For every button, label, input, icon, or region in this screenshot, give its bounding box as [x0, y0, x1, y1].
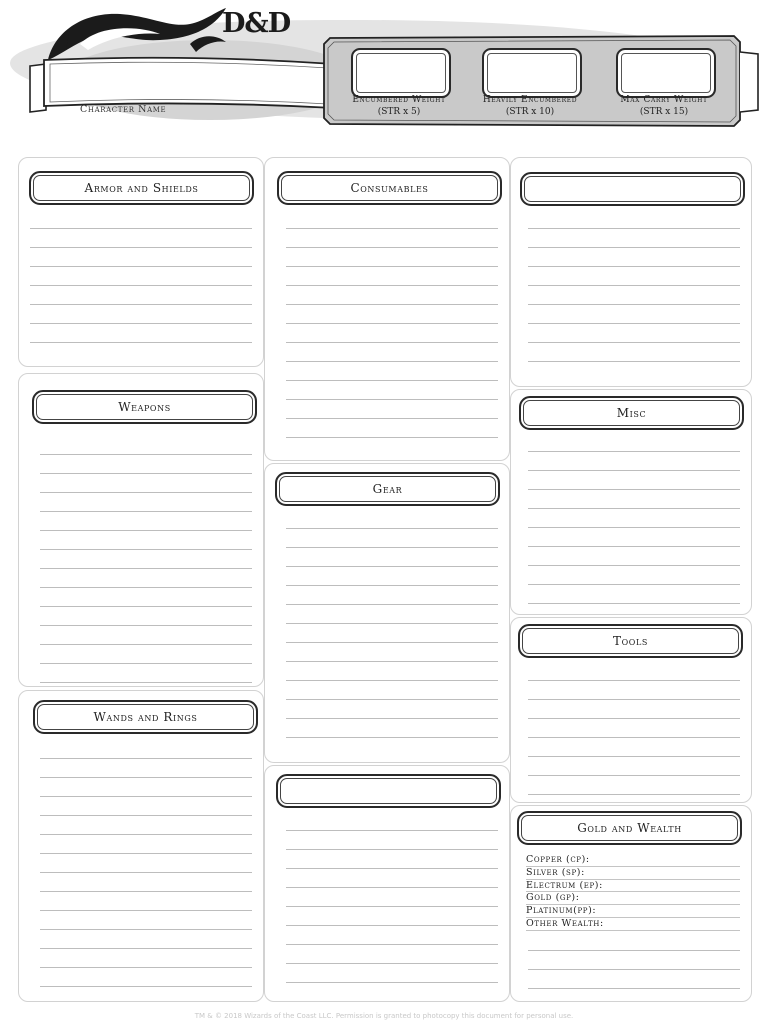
armor-lines[interactable]: [30, 210, 252, 360]
max-carry-weight-label: Max Carry Weight (STR x 15): [620, 95, 708, 117]
wands-lines[interactable]: [40, 740, 252, 990]
encumbered-weight-box[interactable]: [351, 48, 451, 98]
platinum-row[interactable]: Platinum(pp):: [526, 905, 740, 918]
electrum-row[interactable]: Electrum (ep):: [526, 880, 740, 893]
weapons-lines[interactable]: [40, 436, 252, 683]
wealth-list: [526, 854, 740, 931]
consumables-lines[interactable]: [286, 210, 498, 456]
other-wealth-row[interactable]: Other Wealth:: [526, 918, 740, 931]
gold-row[interactable]: Gold (gp):: [526, 892, 740, 905]
gold-wealth-header: Gold and Wealth: [517, 811, 742, 845]
dnd-logo: D&D: [222, 8, 291, 39]
character-name-label: Character Name: [80, 104, 167, 115]
sheet-header: [0, 0, 768, 140]
custom-middle-lines[interactable]: [286, 812, 498, 996]
custom-right-lines[interactable]: [528, 210, 740, 380]
wealth-extra-lines[interactable]: [528, 932, 740, 994]
gear-header: Gear: [275, 472, 500, 506]
max-carry-weight-box[interactable]: [616, 48, 716, 98]
copyright-footer: TM & © 2018 Wizards of the Coast LLC. Permission is granted to photocopy this document for personal use.: [194, 1012, 574, 1020]
character-name-input[interactable]: [44, 58, 328, 104]
heavily-encumbered-box[interactable]: [482, 48, 582, 98]
custom-middle-header[interactable]: [276, 774, 501, 808]
tools-lines[interactable]: [528, 662, 740, 796]
heavily-encumbered-label: Heavily Encumbered (STR x 10): [482, 95, 578, 117]
silver-row[interactable]: Silver (sp):: [526, 867, 740, 880]
misc-lines[interactable]: [528, 433, 740, 605]
wands-rings-header: Wands and Rings: [33, 700, 258, 734]
armor-shields-header: Armor and Shields: [29, 171, 254, 205]
custom-right-header[interactable]: [520, 172, 745, 206]
weapons-header: Weapons: [32, 390, 257, 424]
copper-row[interactable]: Copper (cp):: [526, 854, 740, 867]
gear-lines[interactable]: [286, 510, 498, 756]
tools-header: Tools: [518, 624, 743, 658]
consumables-header: Consumables: [277, 171, 502, 205]
misc-header: Misc: [519, 396, 744, 430]
encumbered-weight-label: Encumbered Weight (STR x 5): [352, 95, 446, 117]
